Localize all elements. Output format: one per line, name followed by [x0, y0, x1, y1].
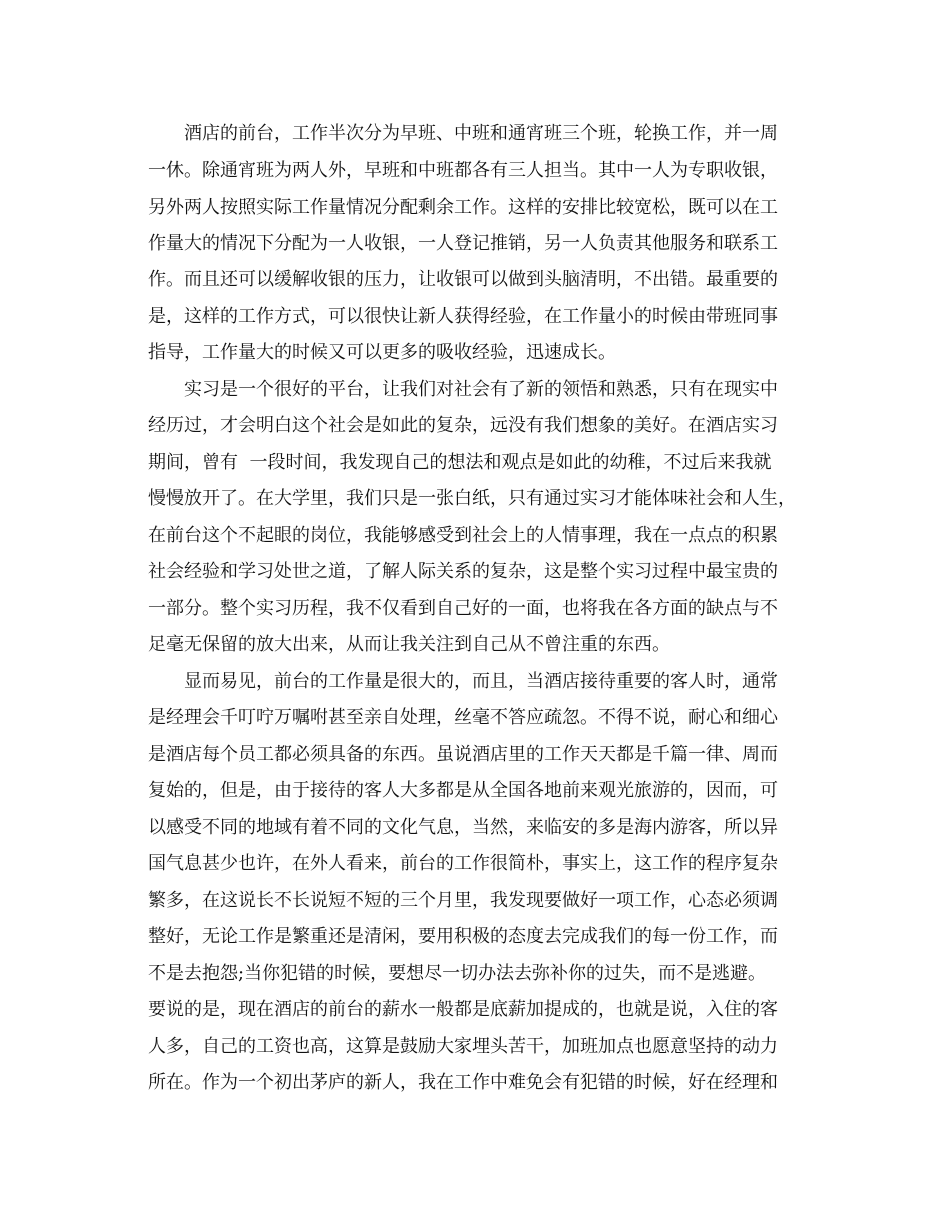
text-line: 慢慢放开了。在大学里，我们只是一张白纸，只有通过实习才能体味社会和人生， [148, 488, 796, 509]
text-line: 作量大的情况下分配为一人收银，一人登记推销，另一人负责其他服务和联系工 [148, 233, 778, 254]
text-line: 足毫无保留的放大出来，从而让我关注到自己从不曾注重的东西。 [148, 634, 670, 655]
text-line: 一休。除通宵班为两人外，早班和中班都各有三人担当。其中一人为专职收银， [148, 160, 778, 181]
text-line: 实习是一个很好的平台，让我们对社会有了新的领悟和熟悉，只有在现实中 [184, 379, 778, 400]
text-line: 作。而且还可以缓解收银的压力，让收银可以做到头脑清明，不出错。最重要的 [148, 269, 778, 290]
text-line: 一部分。整个实习历程，我不仅看到自己好的一面，也将我在各方面的缺点与不 [148, 598, 778, 619]
text-line: 是，这样的工作方式，可以很快让新人获得经验，在工作量小的时候由带班同事 [148, 306, 778, 327]
text-line: 社会经验和学习处世之道，了解人际关系的复杂，这是整个实习过程中最宝贵的 [148, 561, 778, 582]
text-line: 是酒店每个员工都必须具备的东西。虽说酒店里的工作天天都是千篇一律、周而 [148, 744, 778, 765]
text-line: 人多，自己的工资也高，这算是鼓励大家埋头苦干，加班加点也愿意坚持的动力 [148, 1036, 778, 1057]
text-line: 是经理会千叮咛万嘱咐甚至亲自处理，丝毫不答应疏忽。不得不说，耐心和细心 [148, 707, 778, 728]
text-line: 在前台这个不起眼的岗位，我能够感受到社会上的人情事理，我在一点点的积累 [148, 525, 778, 546]
text-line: 繁多，在这说长不长说短不短的三个月里，我发现要做好一项工作，心态必须调 [148, 890, 778, 911]
text-line: 另外两人按照实际工作量情况分配剩余工作。这样的安排比较宽松，既可以在工 [148, 197, 778, 218]
text-line: 经历过，才会明白这个社会是如此的复杂，远没有我们想象的美好。在酒店实习 [148, 415, 778, 436]
text-line: 指导，工作量大的时候又可以更多的吸收经验，迅速成长。 [148, 342, 616, 363]
text-line: 复始的，但是，由于接待的客人大多都是从全国各地前来观光旅游的，因而，可 [148, 780, 778, 801]
text-line: 期间，曾有 一段时间，我发现自己的想法和观点是如此的幼稚，不过后来我就 [148, 452, 772, 473]
text-line: 所在。作为一个初出茅庐的新人，我在工作中难免会有犯错的时候，好在经理和 [148, 1072, 778, 1093]
text-line: 国气息甚少也许，在外人看来，前台的工作很简朴，事实上，这工作的程序复杂 [148, 853, 778, 874]
text-line: 以感受不同的地域有着不同的文化气息，当然，来临安的多是海内游客，所以异 [148, 817, 778, 838]
text-line: 整好，无论工作是繁重还是清闲，要用积极的态度去完成我们的每一份工作，而 [148, 926, 778, 947]
text-line: 显而易见，前台的工作量是很大的，而且，当酒店接待重要的客人时，通常 [184, 671, 778, 692]
text-line: 酒店的前台，工作半次分为早班、中班和通宵班三个班，轮换工作，并一周 [184, 123, 778, 144]
text-line: 不是去抱怨;当你犯错的时候，要想尽一切办法去弥补你的过失，而不是逃避。 [148, 963, 767, 984]
text-line: 要说的是，现在酒店的前台的薪水一般都是底薪加提成的，也就是说，入住的客 [148, 999, 778, 1020]
